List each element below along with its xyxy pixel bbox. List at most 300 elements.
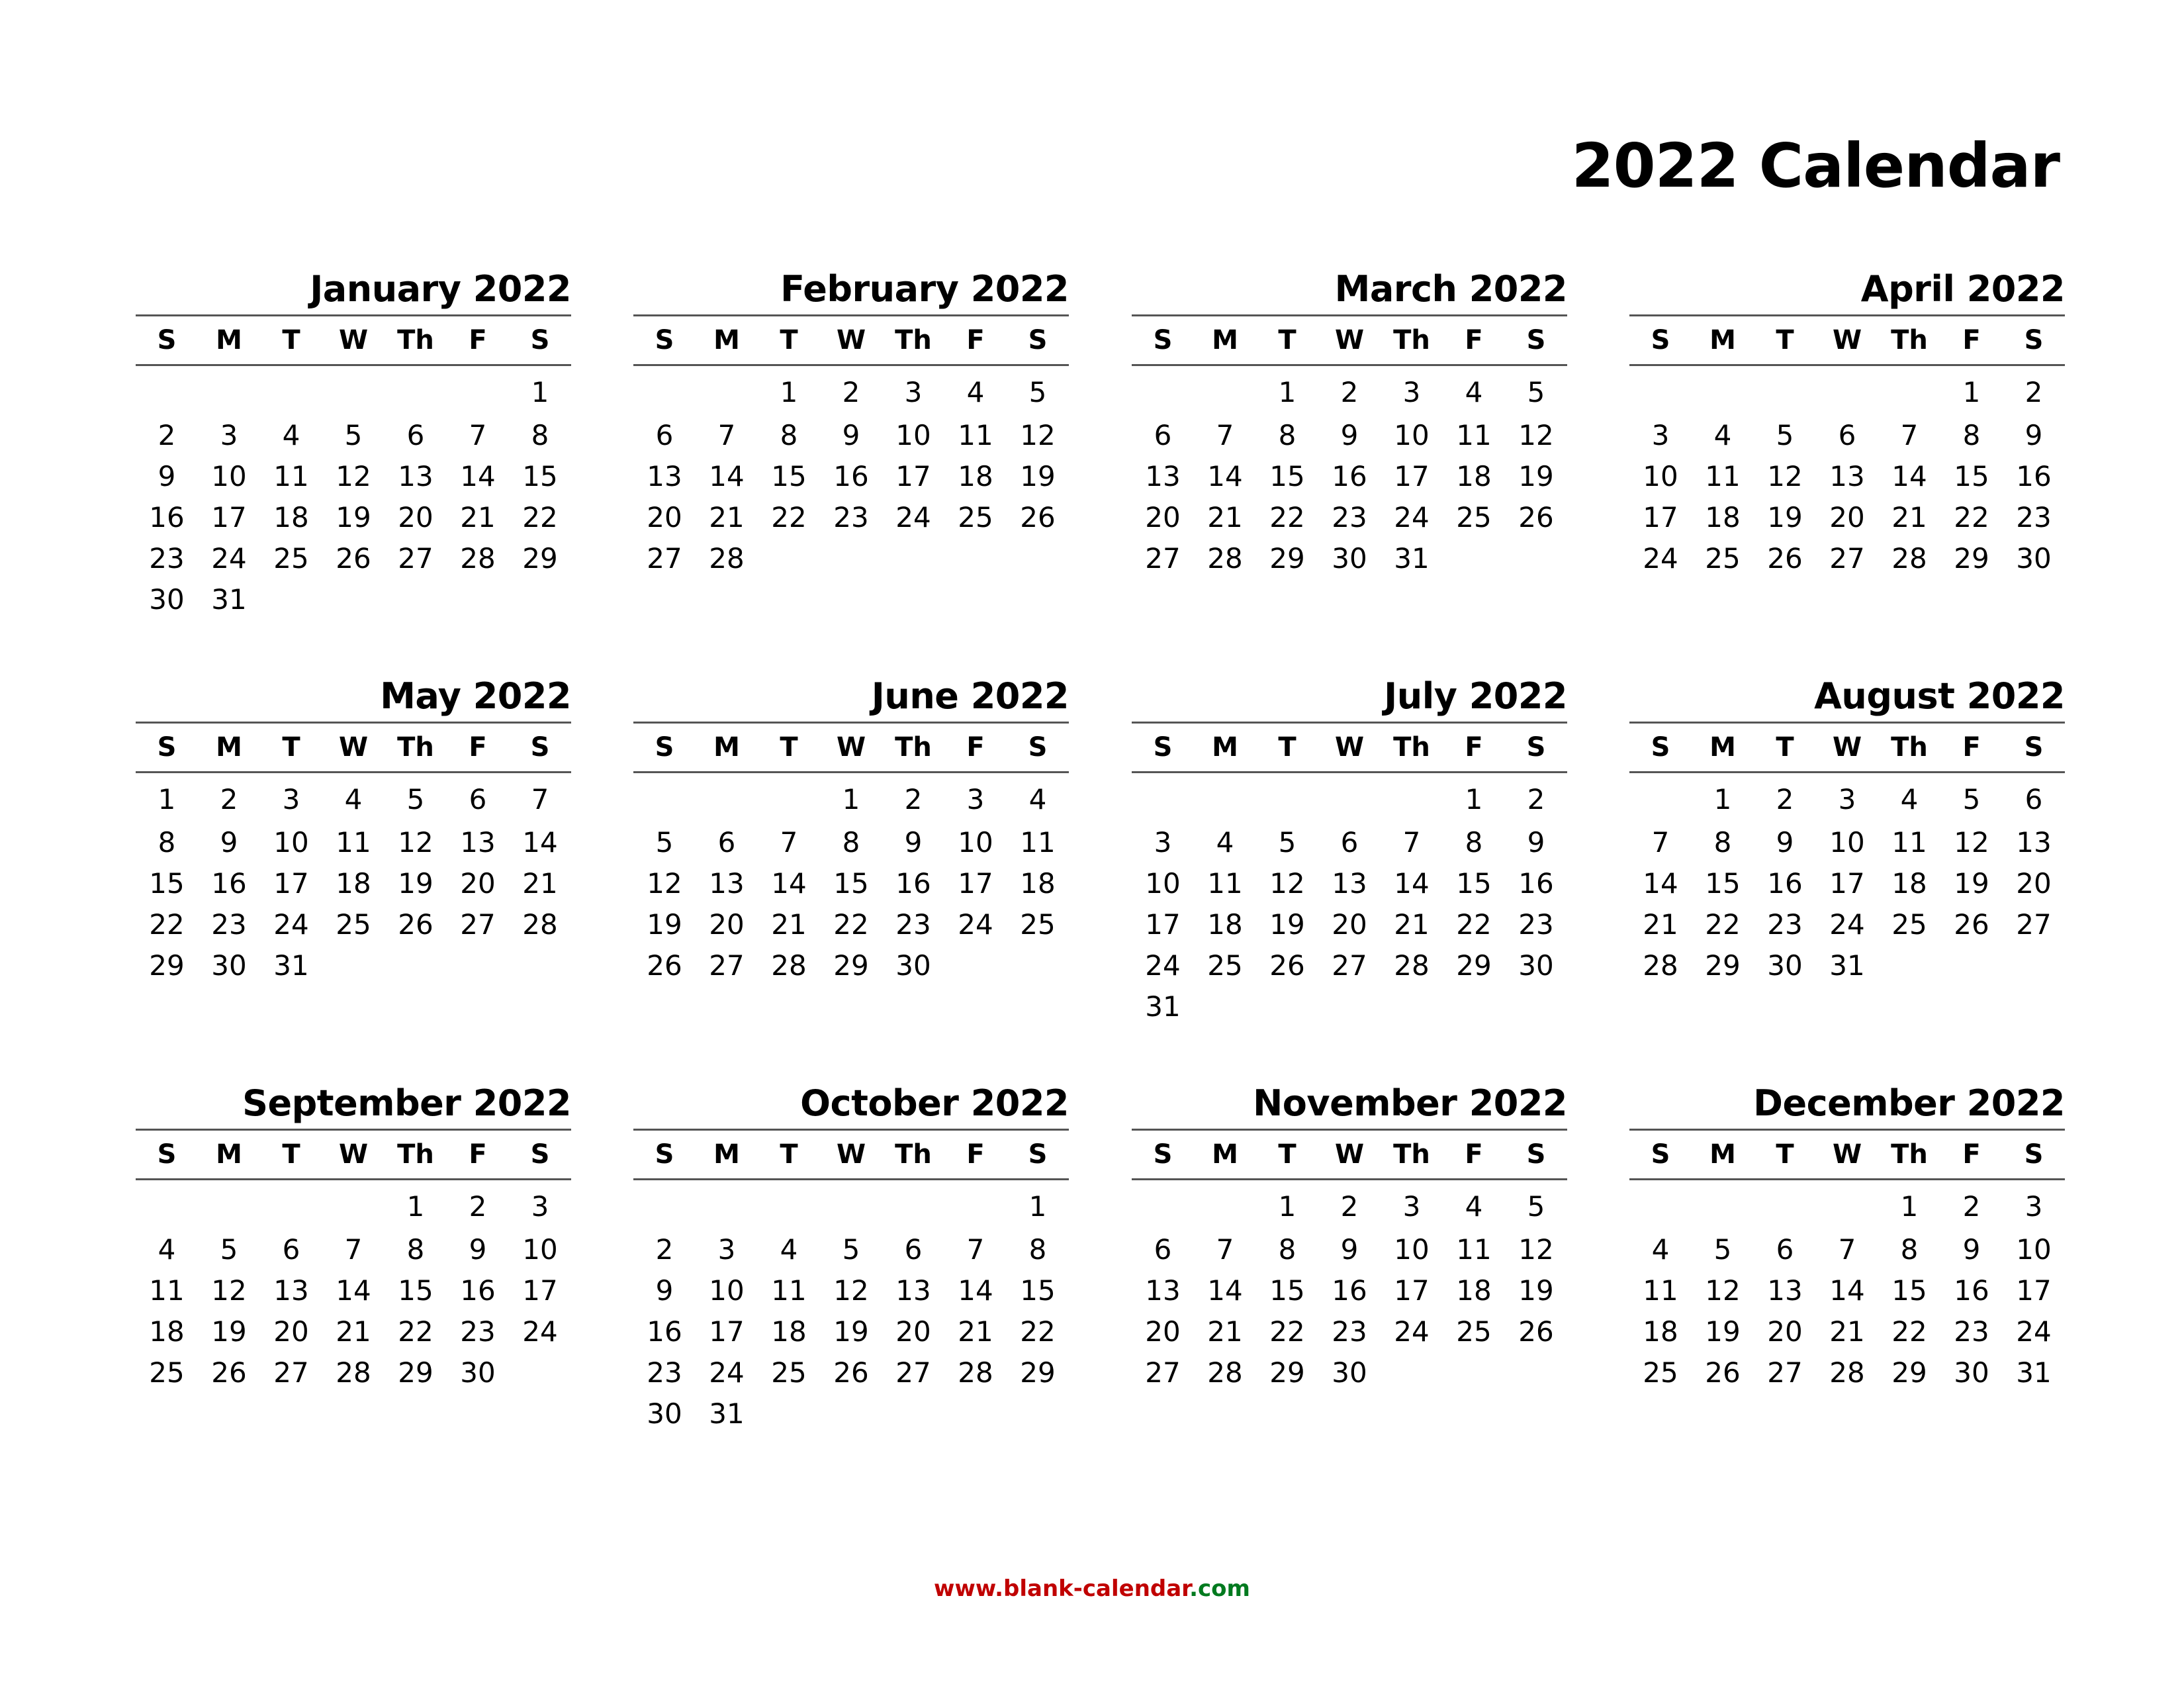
weekday-header-row bbox=[1132, 316, 1567, 366]
day-cell: 12 bbox=[647, 867, 682, 900]
day-cell: 11 bbox=[1456, 1233, 1492, 1266]
empty-day-cell bbox=[1194, 777, 1256, 822]
day-cell: 6 bbox=[406, 419, 425, 451]
day-cell: 24 bbox=[1394, 501, 1430, 534]
day-cell: 5 bbox=[655, 826, 674, 859]
day-cell: 24 bbox=[211, 542, 247, 575]
weekday-label: Th bbox=[1393, 325, 1430, 355]
weekday-label: S bbox=[1526, 325, 1546, 355]
day-cell: 11 bbox=[1456, 419, 1492, 451]
day-cell: 20 bbox=[1145, 501, 1181, 534]
day-cell: 23 bbox=[2016, 501, 2052, 534]
weekday-label: W bbox=[338, 1139, 369, 1170]
day-grid bbox=[1629, 370, 2065, 579]
day-cell: 19 bbox=[1518, 1274, 1554, 1307]
day-cell: 13 bbox=[895, 1274, 931, 1307]
day-cell: 29 bbox=[1020, 1356, 1056, 1389]
day-cell: 19 bbox=[1518, 460, 1554, 492]
day-cell: 3 bbox=[1402, 1190, 1421, 1223]
day-cell: 21 bbox=[1207, 501, 1243, 534]
day-cell: 18 bbox=[1891, 867, 1927, 900]
day-cell: 14 bbox=[709, 460, 745, 492]
day-cell: 7 bbox=[1402, 826, 1421, 859]
day-cell: 31 bbox=[1829, 949, 1865, 982]
day-cell: 25 bbox=[1456, 501, 1492, 534]
day-cell: 24 bbox=[958, 908, 993, 941]
day-cell: 21 bbox=[1829, 1315, 1865, 1348]
empty-day-cell bbox=[1256, 777, 1318, 822]
day-cell: 3 bbox=[717, 1233, 736, 1266]
day-cell: 28 bbox=[1829, 1356, 1865, 1389]
day-cell: 13 bbox=[2016, 826, 2052, 859]
empty-day-cell bbox=[198, 370, 260, 415]
empty-day-cell bbox=[322, 1184, 385, 1229]
day-cell: 9 bbox=[1340, 419, 1359, 451]
day-cell: 1 bbox=[158, 783, 176, 816]
day-cell: 17 bbox=[1145, 908, 1181, 941]
day-cell: 10 bbox=[895, 419, 931, 451]
day-cell: 18 bbox=[273, 501, 309, 534]
weekday-label: F bbox=[1465, 732, 1483, 763]
weekday-label: T bbox=[282, 732, 300, 763]
day-cell: 10 bbox=[1643, 460, 1678, 492]
day-cell: 19 bbox=[211, 1315, 247, 1348]
weekday-header-row bbox=[1629, 316, 2065, 366]
day-cell: 25 bbox=[1705, 542, 1741, 575]
day-cell: 4 bbox=[1713, 419, 1732, 451]
day-cell: 24 bbox=[1829, 908, 1865, 941]
empty-day-cell bbox=[758, 1184, 820, 1229]
day-cell: 15 bbox=[1891, 1274, 1927, 1307]
day-cell: 1 bbox=[1278, 1190, 1297, 1223]
day-cell: 4 bbox=[158, 1233, 176, 1266]
day-cell: 26 bbox=[1767, 542, 1803, 575]
day-cell: 5 bbox=[1962, 783, 1981, 816]
weekday-label: S bbox=[1526, 732, 1546, 763]
day-cell: 25 bbox=[1020, 908, 1056, 941]
day-cell: 17 bbox=[1394, 1274, 1430, 1307]
day-cell: 30 bbox=[1332, 1356, 1367, 1389]
day-cell: 12 bbox=[1767, 460, 1803, 492]
empty-day-cell bbox=[1132, 1184, 1194, 1229]
day-cell: 31 bbox=[2016, 1356, 2052, 1389]
day-cell: 5 bbox=[1713, 1233, 1732, 1266]
day-cell: 5 bbox=[842, 1233, 860, 1266]
day-cell: 26 bbox=[1954, 908, 1989, 941]
day-cell: 2 bbox=[1962, 1190, 1981, 1223]
day-grid bbox=[1132, 777, 1567, 1027]
day-cell: 16 bbox=[833, 460, 869, 492]
weekday-label: T bbox=[282, 325, 300, 355]
day-cell: 30 bbox=[2016, 542, 2052, 575]
day-cell: 1 bbox=[1900, 1190, 1919, 1223]
day-cell: 10 bbox=[273, 826, 309, 859]
month-block bbox=[136, 1082, 571, 1393]
day-cell: 16 bbox=[211, 867, 247, 900]
day-cell: 2 bbox=[655, 1233, 674, 1266]
day-cell: 26 bbox=[1518, 501, 1554, 534]
day-cell: 14 bbox=[1829, 1274, 1865, 1307]
day-cell: 26 bbox=[398, 908, 433, 941]
day-cell: 2 bbox=[1776, 783, 1794, 816]
day-cell: 2 bbox=[2025, 376, 2043, 408]
day-cell: 26 bbox=[1705, 1356, 1741, 1389]
day-cell: 10 bbox=[2016, 1233, 2052, 1266]
day-cell: 22 bbox=[522, 501, 558, 534]
empty-day-cell bbox=[260, 370, 322, 415]
weekday-label: S bbox=[1153, 1139, 1173, 1170]
weekday-header-row bbox=[633, 1131, 1069, 1180]
day-cell: 9 bbox=[655, 1274, 674, 1307]
month-title: September 2022 bbox=[136, 1082, 571, 1131]
day-cell: 7 bbox=[1651, 826, 1670, 859]
empty-day-cell bbox=[1692, 1184, 1754, 1229]
day-cell: 24 bbox=[273, 908, 309, 941]
day-cell: 21 bbox=[1891, 501, 1927, 534]
day-cell: 12 bbox=[211, 1274, 247, 1307]
website-link[interactable] bbox=[0, 1575, 2184, 1602]
day-cell: 31 bbox=[211, 583, 247, 616]
weekday-label: T bbox=[780, 1139, 798, 1170]
day-cell: 7 bbox=[1216, 419, 1234, 451]
day-cell: 26 bbox=[1020, 501, 1056, 534]
day-cell: 27 bbox=[895, 1356, 931, 1389]
page-title: 2022 Calendar bbox=[1571, 130, 2060, 201]
month-title: December 2022 bbox=[1629, 1082, 2065, 1131]
month-title: July 2022 bbox=[1132, 675, 1567, 724]
empty-day-cell bbox=[136, 370, 198, 415]
day-cell: 24 bbox=[522, 1315, 558, 1348]
day-cell: 14 bbox=[1207, 1274, 1243, 1307]
month-block bbox=[136, 675, 571, 986]
day-cell: 13 bbox=[1145, 1274, 1181, 1307]
day-cell: 4 bbox=[1465, 376, 1483, 408]
weekday-label: S bbox=[1153, 325, 1173, 355]
day-cell: 7 bbox=[469, 419, 487, 451]
day-cell: 27 bbox=[1145, 542, 1181, 575]
day-cell: 1 bbox=[1962, 376, 1981, 408]
empty-day-cell bbox=[1132, 777, 1194, 822]
day-cell: 14 bbox=[1643, 867, 1678, 900]
weekday-label: F bbox=[469, 325, 487, 355]
day-cell: 9 bbox=[904, 826, 923, 859]
day-cell: 22 bbox=[1269, 1315, 1305, 1348]
day-cell: 4 bbox=[1465, 1190, 1483, 1223]
day-cell: 6 bbox=[904, 1233, 923, 1266]
day-cell: 28 bbox=[1207, 1356, 1243, 1389]
day-cell: 15 bbox=[522, 460, 558, 492]
day-cell: 23 bbox=[1332, 501, 1367, 534]
day-cell: 16 bbox=[460, 1274, 496, 1307]
day-cell: 2 bbox=[1340, 1190, 1359, 1223]
weekday-label: S bbox=[1028, 1139, 1048, 1170]
day-cell: 15 bbox=[833, 867, 869, 900]
day-cell: 10 bbox=[1394, 1233, 1430, 1266]
day-cell: 24 bbox=[1145, 949, 1181, 982]
month-block bbox=[1132, 1082, 1567, 1393]
day-cell: 23 bbox=[895, 908, 931, 941]
day-cell: 7 bbox=[344, 1233, 363, 1266]
day-cell: 1 bbox=[531, 376, 549, 408]
day-cell: 7 bbox=[1216, 1233, 1234, 1266]
day-cell: 31 bbox=[1394, 542, 1430, 575]
day-cell: 11 bbox=[1891, 826, 1927, 859]
day-cell: 8 bbox=[531, 419, 549, 451]
day-grid bbox=[1629, 777, 2065, 986]
day-cell: 26 bbox=[211, 1356, 247, 1389]
weekday-label: S bbox=[530, 732, 550, 763]
day-cell: 7 bbox=[717, 419, 736, 451]
empty-day-cell bbox=[385, 370, 447, 415]
day-cell: 27 bbox=[1767, 1356, 1803, 1389]
day-cell: 27 bbox=[2016, 908, 2052, 941]
day-cell: 31 bbox=[1145, 990, 1181, 1023]
day-cell: 12 bbox=[1954, 826, 1989, 859]
day-cell: 6 bbox=[1154, 419, 1172, 451]
day-cell: 9 bbox=[842, 419, 860, 451]
day-cell: 15 bbox=[398, 1274, 433, 1307]
day-cell: 9 bbox=[2025, 419, 2043, 451]
weekday-label: S bbox=[157, 732, 177, 763]
weekday-label: S bbox=[655, 1139, 674, 1170]
day-cell: 17 bbox=[273, 867, 309, 900]
weekday-header-row bbox=[633, 316, 1069, 366]
day-cell: 20 bbox=[273, 1315, 309, 1348]
empty-day-cell bbox=[1194, 1184, 1256, 1229]
day-cell: 13 bbox=[1145, 460, 1181, 492]
weekday-label: S bbox=[1651, 732, 1670, 763]
day-cell: 27 bbox=[273, 1356, 309, 1389]
day-cell: 9 bbox=[469, 1233, 487, 1266]
day-cell: 3 bbox=[2025, 1190, 2043, 1223]
day-cell: 16 bbox=[647, 1315, 682, 1348]
weekday-label: M bbox=[1709, 732, 1736, 763]
day-cell: 11 bbox=[273, 460, 309, 492]
empty-day-cell bbox=[1754, 370, 1816, 415]
day-cell: 17 bbox=[1643, 501, 1678, 534]
weekday-label: S bbox=[2024, 1139, 2044, 1170]
day-cell: 21 bbox=[771, 908, 807, 941]
weekday-label: Th bbox=[895, 732, 932, 763]
website-domain: blank-calendar bbox=[1003, 1575, 1190, 1602]
day-cell: 20 bbox=[460, 867, 496, 900]
day-cell: 4 bbox=[1900, 783, 1919, 816]
day-cell: 10 bbox=[709, 1274, 745, 1307]
day-cell: 15 bbox=[149, 867, 185, 900]
weekday-label: T bbox=[1278, 732, 1297, 763]
day-grid bbox=[136, 370, 571, 620]
day-cell: 30 bbox=[211, 949, 247, 982]
weekday-label: F bbox=[1962, 325, 1981, 355]
day-cell: 19 bbox=[1705, 1315, 1741, 1348]
day-cell: 13 bbox=[1829, 460, 1865, 492]
weekday-label: M bbox=[713, 325, 740, 355]
day-cell: 30 bbox=[647, 1397, 682, 1430]
day-cell: 24 bbox=[1394, 1315, 1430, 1348]
empty-day-cell bbox=[758, 777, 820, 822]
day-cell: 9 bbox=[1776, 826, 1794, 859]
day-cell: 26 bbox=[1269, 949, 1305, 982]
day-cell: 29 bbox=[833, 949, 869, 982]
day-cell: 19 bbox=[1767, 501, 1803, 534]
day-grid bbox=[633, 370, 1069, 579]
weekday-label: Th bbox=[1891, 325, 1928, 355]
day-cell: 22 bbox=[771, 501, 807, 534]
day-cell: 29 bbox=[522, 542, 558, 575]
day-cell: 5 bbox=[1527, 1190, 1545, 1223]
day-cell: 11 bbox=[1207, 867, 1243, 900]
day-cell: 10 bbox=[1394, 419, 1430, 451]
weekday-label: M bbox=[1709, 1139, 1736, 1170]
day-cell: 28 bbox=[709, 542, 745, 575]
weekday-label: S bbox=[530, 1139, 550, 1170]
day-cell: 11 bbox=[336, 826, 371, 859]
day-cell: 11 bbox=[1705, 460, 1741, 492]
day-grid bbox=[633, 777, 1069, 986]
day-cell: 18 bbox=[1705, 501, 1741, 534]
weekday-label: M bbox=[713, 732, 740, 763]
day-cell: 4 bbox=[966, 376, 985, 408]
day-cell: 7 bbox=[780, 826, 798, 859]
weekday-label: M bbox=[1212, 325, 1238, 355]
day-cell: 16 bbox=[1954, 1274, 1989, 1307]
day-cell: 10 bbox=[1145, 867, 1181, 900]
month-title: January 2022 bbox=[136, 268, 571, 316]
day-cell: 27 bbox=[460, 908, 496, 941]
day-cell: 28 bbox=[460, 542, 496, 575]
month-title: May 2022 bbox=[136, 675, 571, 724]
day-cell: 24 bbox=[1643, 542, 1678, 575]
empty-day-cell bbox=[260, 1184, 322, 1229]
day-cell: 5 bbox=[344, 419, 363, 451]
day-cell: 21 bbox=[336, 1315, 371, 1348]
weekday-label: S bbox=[1028, 325, 1048, 355]
weekday-header-row bbox=[1629, 1131, 2065, 1180]
day-cell: 20 bbox=[1829, 501, 1865, 534]
day-cell: 12 bbox=[833, 1274, 869, 1307]
day-cell: 28 bbox=[1207, 542, 1243, 575]
day-grid bbox=[633, 1184, 1069, 1434]
day-cell: 2 bbox=[220, 783, 238, 816]
day-cell: 7 bbox=[1838, 1233, 1856, 1266]
day-cell: 22 bbox=[1954, 501, 1989, 534]
empty-day-cell bbox=[447, 370, 509, 415]
day-cell: 16 bbox=[149, 501, 185, 534]
weekday-label: W bbox=[1334, 1139, 1365, 1170]
day-cell: 6 bbox=[282, 1233, 300, 1266]
weekday-label: S bbox=[530, 325, 550, 355]
weekday-label: W bbox=[1832, 732, 1862, 763]
day-cell: 10 bbox=[211, 460, 247, 492]
month-block bbox=[136, 268, 571, 620]
empty-day-cell bbox=[322, 370, 385, 415]
weekday-label: S bbox=[157, 325, 177, 355]
day-cell: 5 bbox=[1028, 376, 1047, 408]
day-cell: 12 bbox=[1518, 1233, 1554, 1266]
day-cell: 9 bbox=[1962, 1233, 1981, 1266]
day-cell: 8 bbox=[1028, 1233, 1047, 1266]
weekday-label: W bbox=[338, 732, 369, 763]
day-cell: 14 bbox=[336, 1274, 371, 1307]
day-cell: 4 bbox=[1028, 783, 1047, 816]
day-cell: 14 bbox=[771, 867, 807, 900]
day-cell: 19 bbox=[1269, 908, 1305, 941]
day-cell: 5 bbox=[1527, 376, 1545, 408]
day-cell: 18 bbox=[1643, 1315, 1678, 1348]
day-cell: 16 bbox=[895, 867, 931, 900]
weekday-label: S bbox=[655, 732, 674, 763]
day-cell: 13 bbox=[398, 460, 433, 492]
day-cell: 26 bbox=[647, 949, 682, 982]
weekday-label: T bbox=[1776, 325, 1794, 355]
weekday-header-row bbox=[136, 1131, 571, 1180]
day-cell: 3 bbox=[1838, 783, 1856, 816]
weekday-label: M bbox=[713, 1139, 740, 1170]
empty-day-cell bbox=[696, 777, 758, 822]
day-cell: 13 bbox=[273, 1274, 309, 1307]
day-cell: 23 bbox=[647, 1356, 682, 1389]
day-cell: 15 bbox=[1954, 460, 1989, 492]
weekday-label: M bbox=[216, 325, 242, 355]
day-cell: 4 bbox=[780, 1233, 798, 1266]
day-cell: 19 bbox=[336, 501, 371, 534]
day-cell: 21 bbox=[1207, 1315, 1243, 1348]
day-cell: 20 bbox=[647, 501, 682, 534]
day-cell: 22 bbox=[1456, 908, 1492, 941]
day-cell: 5 bbox=[1278, 826, 1297, 859]
day-cell: 19 bbox=[647, 908, 682, 941]
day-cell: 7 bbox=[966, 1233, 985, 1266]
weekday-label: M bbox=[216, 1139, 242, 1170]
day-cell: 30 bbox=[1332, 542, 1367, 575]
day-grid bbox=[136, 1184, 571, 1393]
day-cell: 16 bbox=[1332, 460, 1367, 492]
weekday-label: S bbox=[1526, 1139, 1546, 1170]
day-cell: 11 bbox=[771, 1274, 807, 1307]
day-cell: 2 bbox=[842, 376, 860, 408]
empty-day-cell bbox=[136, 1184, 198, 1229]
month-block bbox=[633, 675, 1069, 986]
website-prefix: www. bbox=[934, 1575, 1004, 1602]
day-cell: 3 bbox=[904, 376, 923, 408]
day-cell: 14 bbox=[958, 1274, 993, 1307]
weekday-header-row bbox=[1132, 724, 1567, 773]
day-cell: 25 bbox=[1643, 1356, 1678, 1389]
day-cell: 1 bbox=[1278, 376, 1297, 408]
day-cell: 20 bbox=[398, 501, 433, 534]
weekday-label: Th bbox=[397, 732, 434, 763]
day-cell: 11 bbox=[149, 1274, 185, 1307]
empty-day-cell bbox=[1194, 370, 1256, 415]
weekday-header-row bbox=[136, 316, 571, 366]
day-cell: 12 bbox=[336, 460, 371, 492]
day-cell: 14 bbox=[1891, 460, 1927, 492]
weekday-label: F bbox=[966, 325, 985, 355]
weekday-label: W bbox=[1334, 732, 1365, 763]
day-cell: 18 bbox=[1456, 460, 1492, 492]
weekday-label: Th bbox=[895, 325, 932, 355]
weekday-label: S bbox=[157, 1139, 177, 1170]
month-title: October 2022 bbox=[633, 1082, 1069, 1131]
weekday-label: T bbox=[1776, 732, 1794, 763]
empty-day-cell bbox=[1132, 370, 1194, 415]
weekday-label: F bbox=[1962, 1139, 1981, 1170]
weekday-label: W bbox=[1832, 1139, 1862, 1170]
day-grid bbox=[1132, 370, 1567, 579]
day-cell: 29 bbox=[149, 949, 185, 982]
day-cell: 1 bbox=[1713, 783, 1732, 816]
day-cell: 8 bbox=[1278, 1233, 1297, 1266]
